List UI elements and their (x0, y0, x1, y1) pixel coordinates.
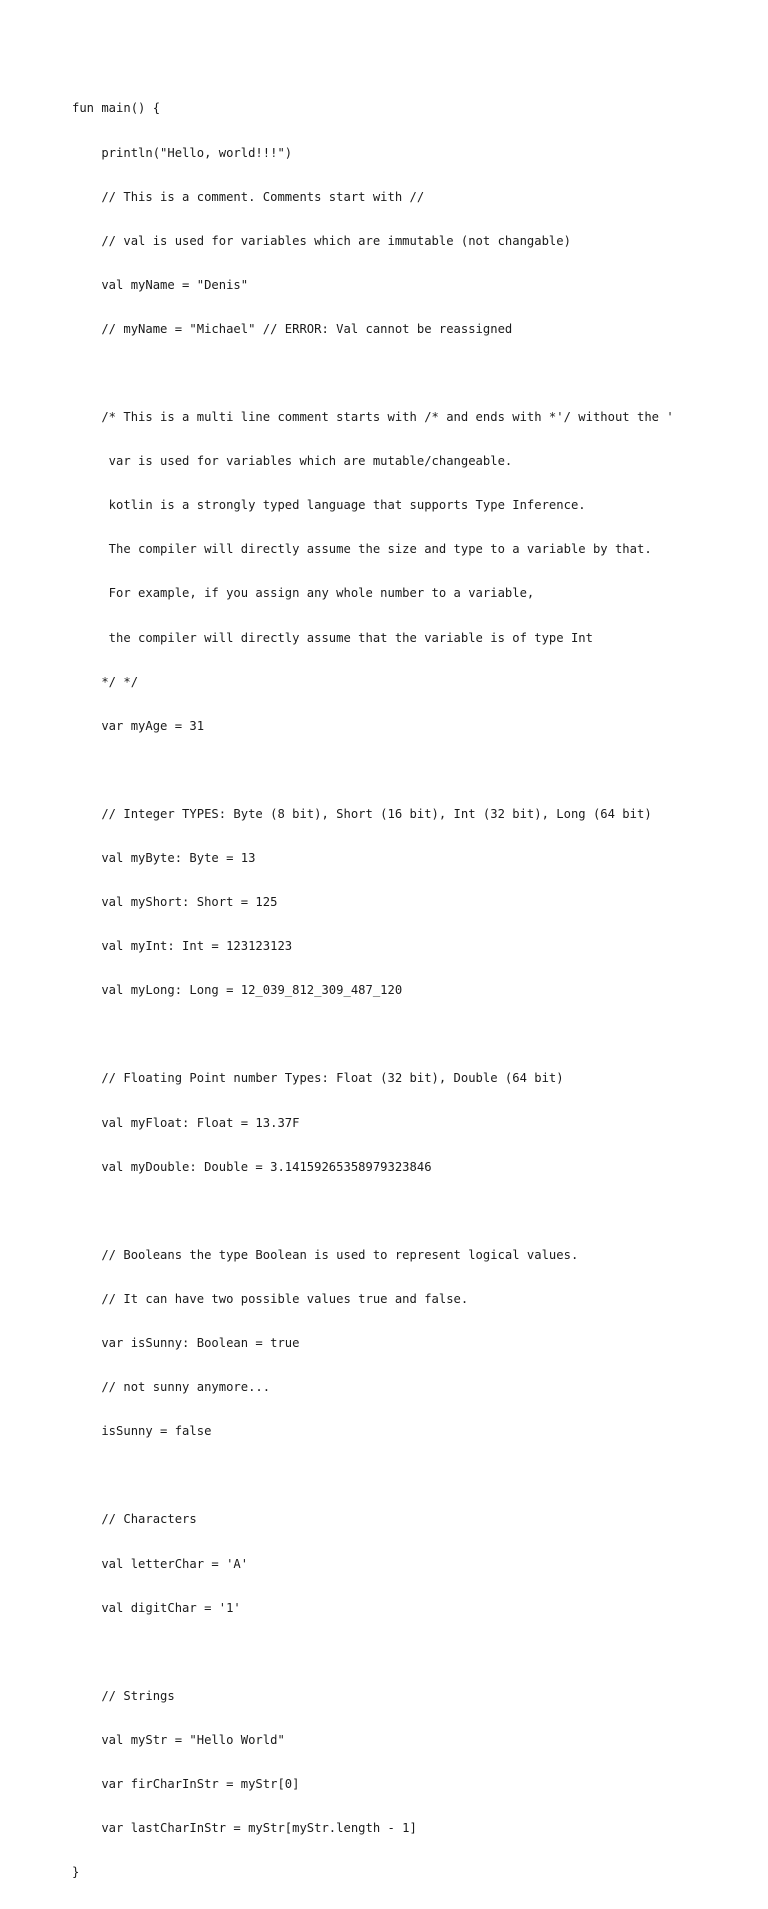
code-line: isSunny = false (72, 1424, 212, 1439)
code-line: // Integer TYPES: Byte (8 bit), Short (16 bit), Int (32 bit), Long (64 bit) (72, 806, 652, 821)
code-line: var myAge = 31 (72, 718, 205, 733)
code-line: val digitChar = '1' (72, 1600, 241, 1615)
code-line: // This is a comment. Comments start with // (72, 189, 425, 204)
code-line: var isSunny: Boolean = true (72, 1336, 300, 1351)
code-line: // Strings (72, 1688, 175, 1703)
code-line (72, 1204, 762, 1219)
code-line: val myInt: Int = 123123123 (72, 939, 293, 954)
code-line: var firCharInStr = myStr[0] (72, 1776, 300, 1791)
code-line: kotlin is a strongly typed language that supports Type Inference. (72, 498, 586, 513)
code-line: // val is used for variables which are immutable (not changable) (72, 233, 571, 248)
code-line: */ */ (72, 674, 139, 689)
code-line (72, 366, 762, 381)
code-line: } (72, 1865, 80, 1880)
code-line: the compiler will directly assume that the variable is of type Int (72, 630, 593, 645)
code-line: // not sunny anymore... (72, 1380, 271, 1395)
code-line: println("Hello, world!!!") (72, 145, 293, 160)
code-line: val myShort: Short = 125 (72, 895, 278, 910)
code-line: The compiler will directly assume the size and type to a variable by that. (72, 542, 652, 557)
code-line: /* This is a multi line comment starts with /* and ends with *'/ without the ' (72, 410, 674, 425)
code-line: // Floating Point number Types: Float (32 bit), Double (64 bit) (72, 1071, 564, 1086)
code-line (72, 763, 762, 778)
code-line: val myDouble: Double = 3.14159265358979323846 (72, 1159, 432, 1174)
code-line: // Characters (72, 1512, 197, 1527)
code-line: val myLong: Long = 12_039_812_309_487_120 (72, 983, 403, 998)
code-line (72, 1645, 762, 1660)
code-line: var is used for variables which are mutable/changeable. (72, 454, 513, 469)
code-line: var lastCharInStr = myStr[myStr.length - 1] (72, 1821, 417, 1836)
code-line: val myName = "Denis" (72, 277, 249, 292)
code-line: // It can have two possible values true and false. (72, 1291, 469, 1306)
code-line: // myName = "Michael" // ERROR: Val cannot be reassigned (72, 321, 513, 336)
code-line: fun main() { (72, 101, 161, 116)
code-line: For example, if you assign any whole number to a variable, (72, 586, 535, 601)
code-line (72, 1468, 762, 1483)
code-line: val myByte: Byte = 13 (72, 851, 256, 865)
code-line: // Booleans the type Boolean is used to represent logical values. (72, 1247, 579, 1262)
code-line (72, 1027, 762, 1042)
code-line: val myFloat: Float = 13.37F (72, 1115, 300, 1130)
code-listing (72, 72, 762, 1909)
code-line: val letterChar = 'A' (72, 1556, 249, 1571)
code-line: val myStr = "Hello World" (72, 1732, 285, 1747)
